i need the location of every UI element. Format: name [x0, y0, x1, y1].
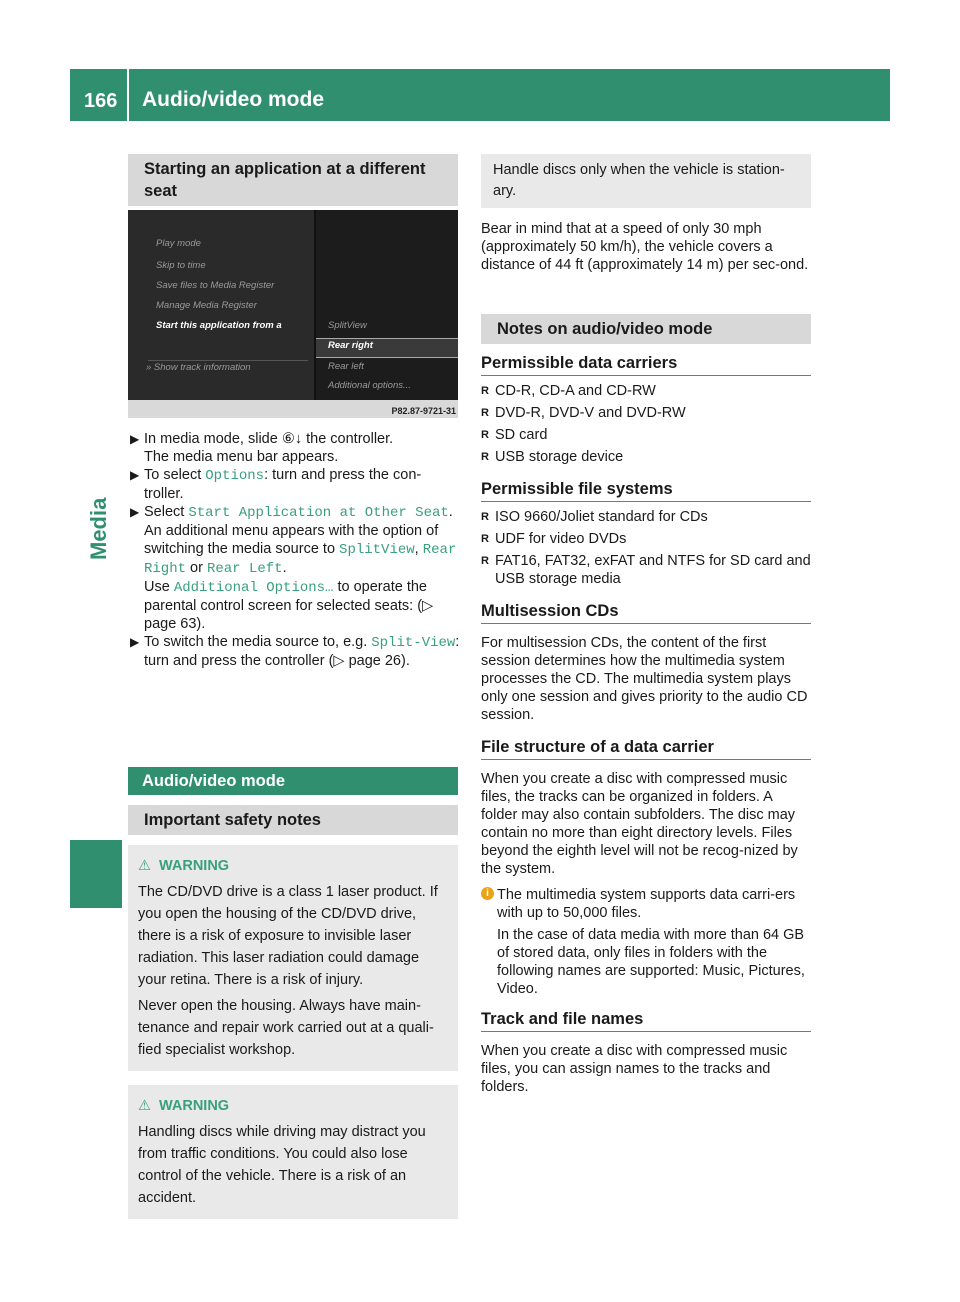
figure-menu-item: Manage Media Register — [156, 300, 257, 311]
sub-heading: Multisession CDs — [481, 602, 811, 624]
left-sections — [128, 767, 458, 1219]
step-text: Use — [144, 579, 174, 595]
step-text: to operate the parental control screen for selected seats: (▷ page 63). — [144, 579, 434, 632]
figure-submenu-item-active: Rear right — [328, 340, 373, 351]
step-text: . — [448, 504, 453, 520]
figure-menu-item-active: Start this application from a — [156, 320, 282, 331]
arrow-icon: ▶ — [130, 432, 140, 446]
step-text: or — [186, 560, 207, 576]
list-item — [481, 508, 811, 526]
section-heading: Notes on audio/video mode — [481, 314, 811, 344]
step-text: To switch the media source to, e.g. — [144, 634, 372, 650]
warning-box — [128, 845, 458, 1071]
sub-heading: Track and file names — [481, 1010, 811, 1032]
step-text: Select — [144, 504, 189, 520]
section-heading-green: Audio/video mode — [128, 767, 458, 795]
right-column — [481, 154, 811, 1096]
menu-code: Start Application at Other Seat — [188, 505, 449, 521]
step-text: To select — [144, 467, 206, 483]
warning-triangle-icon: ⚠ — [138, 1098, 151, 1114]
step-item — [128, 430, 460, 466]
figure-submenu-item: Additional options... — [328, 380, 411, 391]
bullet-icon: R — [481, 511, 489, 523]
carrier-list — [481, 382, 811, 466]
info-icon: i — [481, 887, 494, 900]
step-text: : turn and press the controller (▷ page 26). — [144, 634, 460, 669]
step-text: An additional menu appears with the option of switching the media source to — [144, 523, 439, 557]
bullet-icon: R — [481, 451, 489, 463]
list-text: USB storage device — [495, 449, 624, 465]
info-note — [481, 886, 811, 998]
info-text: In the case of data media with more than 64 GB of stored data, only files in folders with the following names are supported: Music, Pictures, Video. — [497, 927, 805, 997]
warning-title: WARNING — [159, 1098, 230, 1114]
step-text: , — [414, 541, 423, 557]
step-text: The media menu bar appears. — [144, 449, 339, 465]
list-text: UDF for video DVDs — [495, 531, 627, 547]
step-item — [128, 503, 460, 633]
paragraph: When you create a disc with compressed music files, you can assign names to the tracks and folders. — [481, 1043, 788, 1095]
warning-text: Never open the housing. Always have main-tenance and repair work carried out at a quali-fied specialist workshop. — [138, 998, 434, 1058]
figure-menu-item: » Show track information — [146, 362, 251, 373]
list-item — [481, 404, 811, 422]
note-box: Handle discs only when the vehicle is station-ary. — [481, 154, 811, 208]
paragraph: Bear in mind that at a speed of only 30 mph (approximately 50 km/h), the vehicle covers a distance of 44 ft (approximately 14 m) per sec-ond. — [481, 221, 809, 273]
figure-menu-item: Save files to Media Register — [156, 280, 275, 291]
filesystem-list — [481, 508, 811, 588]
list-item — [481, 382, 811, 400]
page-number: 166 — [84, 90, 118, 112]
menu-code: Split-View — [371, 635, 456, 651]
figure-submenu-item: Rear left — [328, 361, 364, 372]
sub-heading: File structure of a data carrier — [481, 738, 811, 760]
bullet-icon: R — [481, 429, 489, 441]
warning-text: Handling discs while driving may distract you from traffic conditions. You could also lose control of the vehicle. There is a risk of an accident. — [138, 1124, 426, 1206]
list-text: FAT16, FAT32, exFAT and NTFS for SD card and USB storage media — [495, 553, 811, 587]
paragraph: For multisession CDs, the content of the first session determines how the multimedia system processes the CD. The multimedia system plays only one session and gives priority to the audio CD session. — [481, 635, 808, 723]
sub-heading: Permissible data carriers — [481, 354, 811, 376]
sub-heading: Permissible file systems — [481, 480, 811, 502]
warning-text: The CD/DVD drive is a class 1 laser product. If you open the housing of the CD/DVD drive, there is a risk of exposure to invisible laser radiation. This laser radiation could damage your retina. There is a risk of injury. — [138, 884, 438, 988]
step-text: In media mode, slide — [144, 431, 282, 447]
list-item — [481, 552, 811, 588]
arrow-icon: ▶ — [130, 635, 140, 649]
warning-triangle-icon: ⚠ — [138, 858, 151, 874]
left-column — [128, 154, 458, 206]
instructions — [128, 430, 460, 670]
list-item — [481, 448, 811, 466]
list-text: SD card — [495, 427, 548, 443]
arrow-icon: ▶ — [130, 505, 140, 519]
menu-code: Additional Options… — [173, 580, 334, 596]
bullet-icon: R — [481, 533, 489, 545]
bullet-icon: R — [481, 385, 489, 397]
menu-code: SplitView — [339, 542, 415, 558]
step-item — [128, 466, 460, 503]
warning-title: WARNING — [159, 858, 230, 874]
step-text: the controller. — [302, 431, 394, 447]
menu-code: Rear Right — [144, 542, 457, 577]
list-text: DVD-R, DVD-V and DVD-RW — [495, 405, 686, 421]
step-text: . — [282, 560, 287, 576]
figure-menu-item: Play mode — [156, 238, 201, 249]
section-heading: Starting an application at a different seat — [128, 154, 458, 206]
screenshot-figure — [128, 210, 458, 418]
list-item — [481, 530, 811, 548]
list-text: CD-R, CD-A and CD-RW — [495, 383, 656, 399]
arrow-icon: ▶ — [130, 468, 140, 482]
figure-code: P82.87-9721-31 — [391, 406, 456, 416]
menu-code: Rear Left — [206, 561, 283, 577]
warning-box — [128, 1085, 458, 1219]
section-heading: Important safety notes — [128, 805, 458, 835]
step-text: : turn and press the con-troller. — [144, 467, 422, 502]
step-item — [128, 633, 460, 670]
bullet-icon: R — [481, 555, 489, 567]
header-divider — [127, 69, 129, 121]
controller-slide-icon: ⑥↓ — [281, 431, 303, 447]
bullet-icon: R — [481, 407, 489, 419]
figure-separator — [148, 360, 308, 361]
list-item — [481, 426, 811, 444]
side-tab-label: Media — [86, 497, 111, 560]
side-tab-marker — [70, 840, 122, 908]
page-title: Audio/video mode — [142, 88, 325, 111]
menu-code: Options — [205, 468, 265, 484]
figure-menu-item: Skip to time — [156, 260, 206, 271]
info-text: The multimedia system supports data carri-ers with up to 50,000 files. — [497, 887, 796, 921]
list-text: ISO 9660/Joliet standard for CDs — [495, 509, 708, 525]
paragraph: When you create a disc with compressed music files, the tracks can be organized in folders. A folder may also contain subfolders. The disc may contain no more than eight directory levels. Files beyond the eighth level will not be recog-nized by the system. — [481, 771, 798, 877]
figure-submenu-item: SplitView — [328, 320, 367, 331]
